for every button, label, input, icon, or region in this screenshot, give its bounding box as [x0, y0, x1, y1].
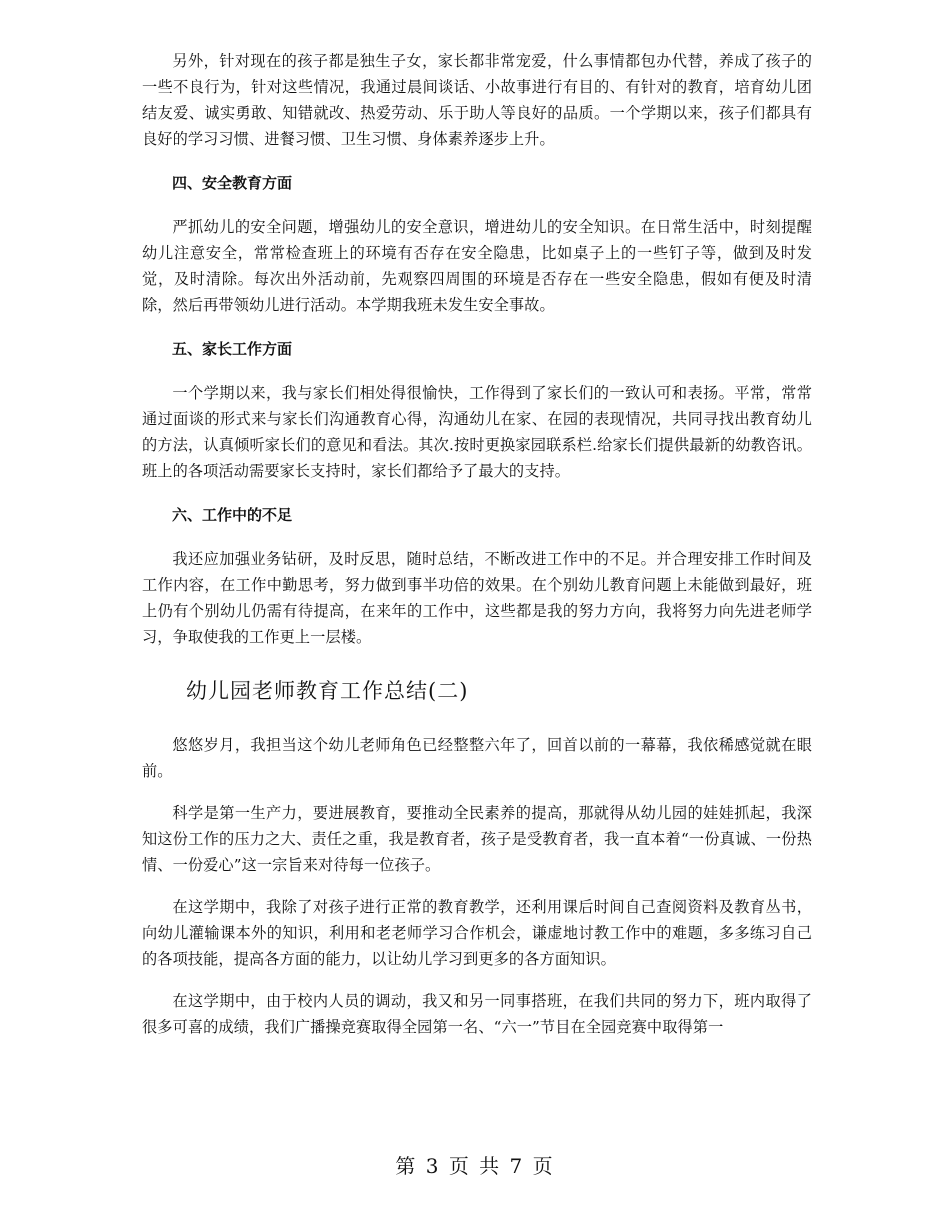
paragraph-years: 悠悠岁月，我担当这个幼儿老师角色已经整整六年了，回首以前的一幕幕，我依稀感觉就在眼前。	[142, 736, 812, 780]
paragraph-parent-work: 一个学期以来，我与家长们相处得很愉快，工作得到了家长们的一致认可和表扬。平常，常常通过面谈的形式来与家长们沟通教育心得，沟通幼儿在家、在园的表现情况，共同寻找出教育幼儿的方法，认真倾听家长们的意见和看法。其次.按时更换家园联系栏.给家长们提供最新的幼教咨讯。班上的各项活动需要家长支持时，家长们都给予了最大的支持。	[142, 384, 812, 480]
page-number-footer: 第 3 页 共 7 页	[395, 1154, 555, 1178]
paragraph-science: 科学是第一生产力，要进展教育，要推动全民素养的提高，那就得从幼儿园的娃娃抓起，我深知这份工作的压力之大、责任之重，我是教育者，孩子是受教育者，我一直本着“一份真诚、一份热情、一份爱心”这一宗旨来对待每一位孩子。	[142, 804, 812, 874]
section-title-summary-two: 幼儿园老师教育工作总结(二)	[186, 679, 469, 703]
paragraph-intro: 另外，针对现在的孩子都是独生子女，家长都非常宠爱，什么事情都包办代替，养成了孩子的一些不良行为，针对这些情况，我通过晨间谈话、小故事进行有目的、有针对的教育，培育幼儿团结友爱、诚实勇敢、知错就改、热爱劳动、乐于助人等良好的品质。一个学期以来，孩子们都具有良好的学习习惯、进餐习惯、卫生习惯、身体素养逐步上升。	[142, 52, 812, 148]
heading-parent-work: 五、家长工作方面	[172, 340, 293, 358]
heading-safety-education: 四、安全教育方面	[172, 174, 293, 192]
paragraph-safety-education: 严抓幼儿的安全问题，增强幼儿的安全意识，增进幼儿的安全知识。在日常生活中，时刻提醒幼儿注意安全，常常检查班上的环境有否存在安全隐患，比如桌子上的一些钉子等，做到及时发觉，及时清除。每次出外活动前，先观察四周围的环境是否存在一些安全隐患，假如有便及时清除，然后再带领幼儿进行活动。本学期我班未发生安全事故。	[142, 218, 812, 314]
heading-shortcomings: 六、工作中的不足	[172, 506, 293, 524]
paragraph-semester-study: 在这学期中，我除了对孩子进行正常的教育教学，还利用课后时间自己查阅资料及教育丛书，向幼儿灌输课本外的知识，利用和老老师学习合作机会，谦虚地讨教工作中的难题，多多练习自己的各项技能，提高各方面的能力，以让幼儿学习到更多的各方面知识。	[142, 898, 812, 968]
paragraph-shortcomings: 我还应加强业务钻研，及时反思，随时总结，不断改进工作中的不足。并合理安排工作时间及工作内容，在工作中勤思考，努力做到事半功倍的效果。在个别幼儿教育问题上未能做到最好，班上仍有个别幼儿仍需有待提高，在来年的工作中，这些都是我的努力方向，我将努力向先进老师学习，争取使我的工作更上一层楼。	[142, 550, 812, 646]
paragraph-semester-achievements: 在这学期中，由于校内人员的调动，我又和另一同事搭班，在我们共同的努力下，班内取得了很多可喜的成绩，我们广播操竞赛取得全园第一名、“六一”节目在全园竞赛中取得第一	[142, 992, 812, 1036]
page-content	[142, 20, 812, 1056]
